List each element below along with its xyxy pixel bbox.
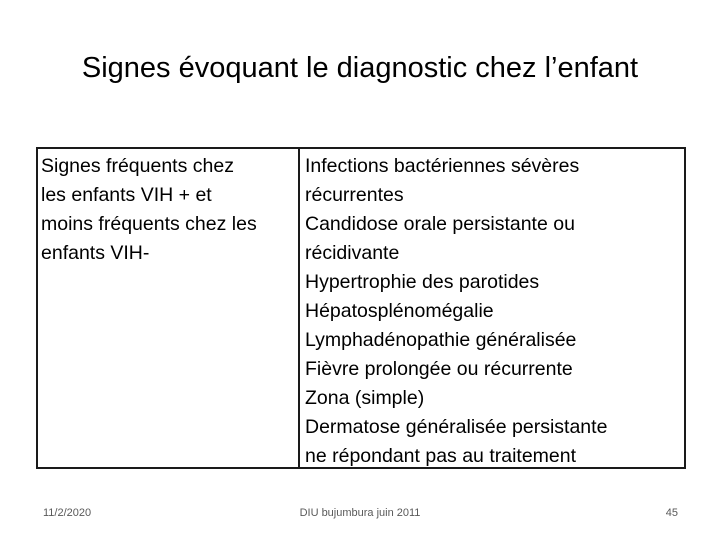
right-cell-line: Dermatose généralisée persistante bbox=[305, 416, 608, 438]
left-cell-line: moins fréquents chez les bbox=[41, 213, 257, 235]
right-cell-line: Hépatosplénomégalie bbox=[305, 300, 494, 322]
footer-date: 11/2/2020 bbox=[43, 507, 92, 519]
right-cell-line: Hypertrophie des parotides bbox=[305, 271, 540, 293]
right-cell-line: récidivante bbox=[305, 242, 400, 264]
right-cell-line: Lymphadénopathie généralisée bbox=[305, 329, 577, 351]
right-cell-line: Infections bactériennes sévères bbox=[305, 155, 580, 177]
right-cell-line: récurrentes bbox=[305, 184, 404, 206]
right-cell-line: Candidose orale persistante ou bbox=[305, 213, 575, 235]
right-cell-line: ne répondant pas au traitement bbox=[305, 445, 577, 467]
table-cell-right bbox=[300, 149, 684, 467]
left-cell-line: les enfants VIH + et bbox=[41, 184, 212, 206]
left-cell-line: Signes fréquents chez bbox=[41, 155, 234, 177]
slide-title: Signes évoquant le diagnostic chez l’enfant bbox=[81, 52, 639, 84]
right-cell-line: Fièvre prolongée ou récurrente bbox=[305, 358, 573, 380]
footer-center-text: DIU bujumbura juin 2011 bbox=[299, 507, 421, 519]
content-table bbox=[36, 147, 686, 469]
left-cell-line: enfants VIH- bbox=[41, 242, 150, 264]
footer-page-number: 45 bbox=[665, 507, 678, 519]
table-cell-left bbox=[38, 149, 300, 467]
right-cell-line: Zona (simple) bbox=[305, 387, 425, 409]
